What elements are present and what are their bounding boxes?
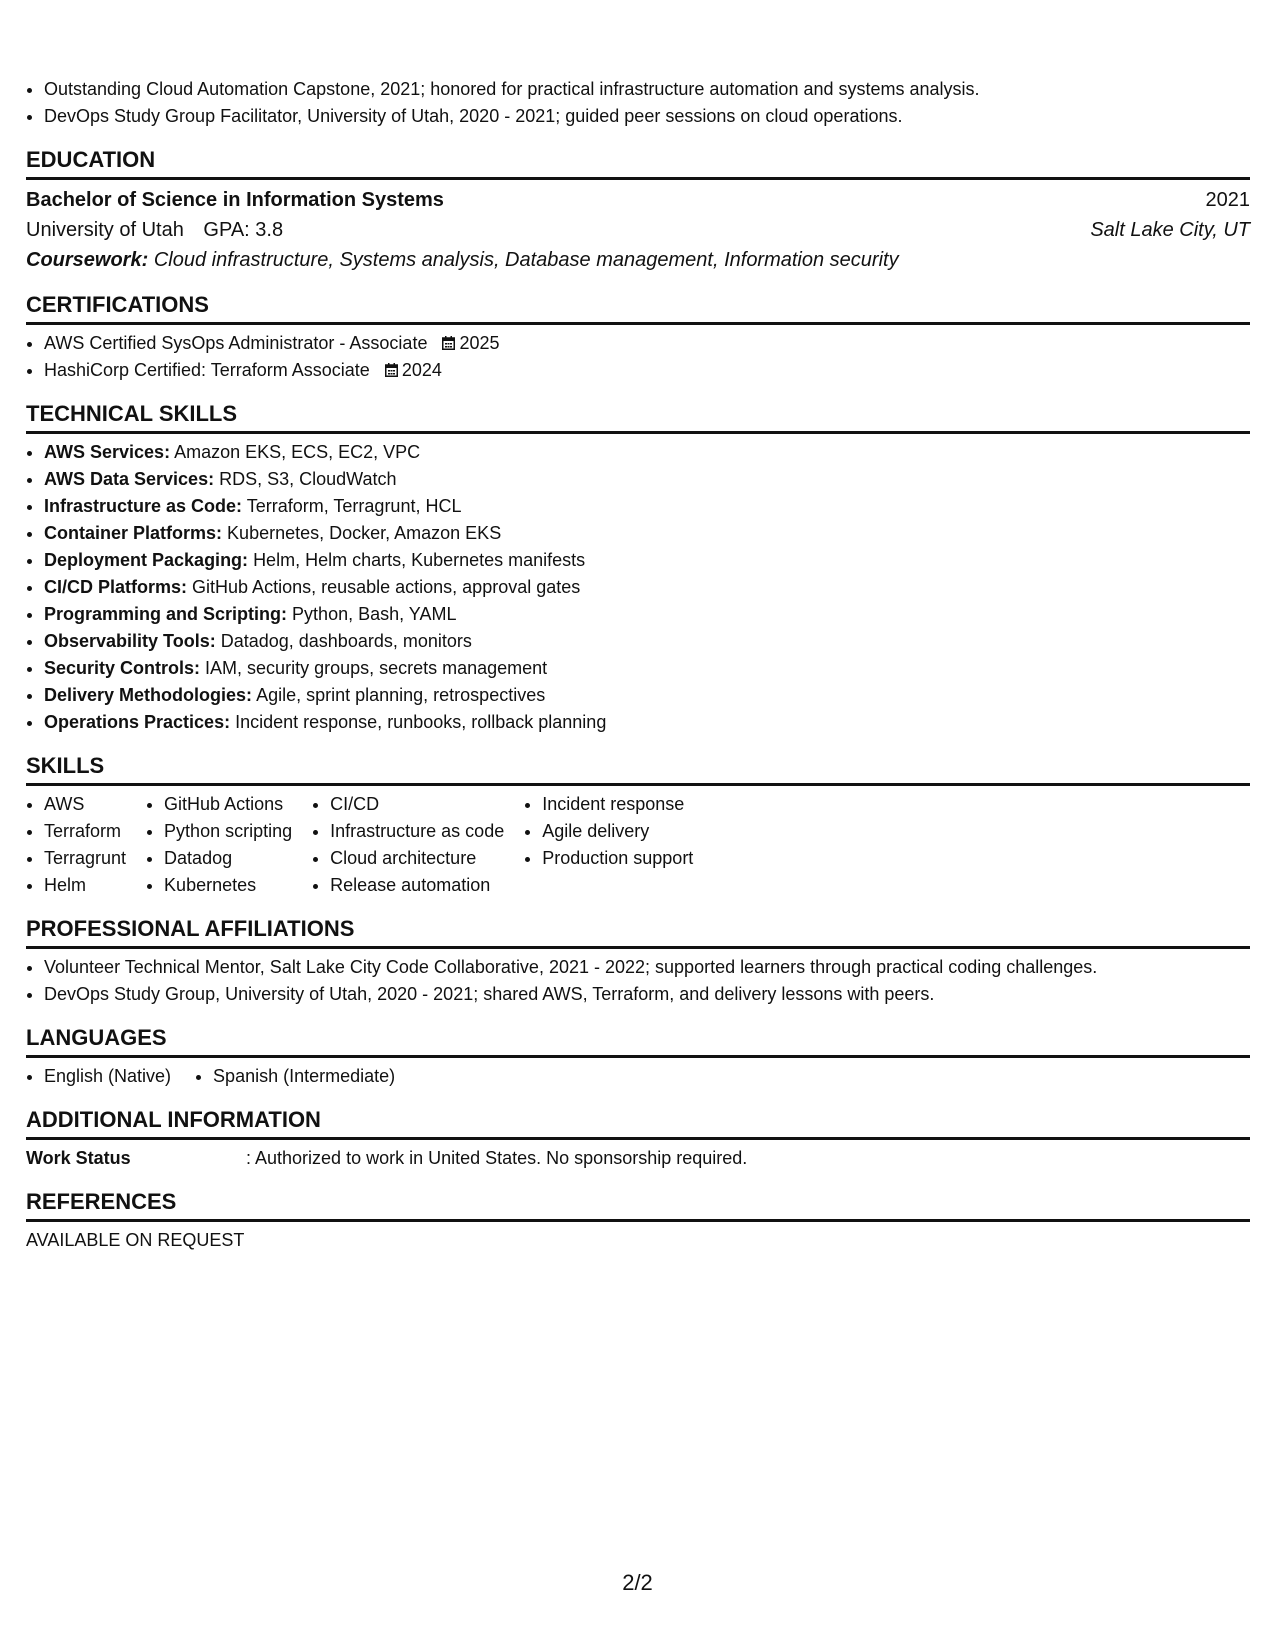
list-item: • AWS: [44, 791, 126, 818]
skills-column: [312, 791, 504, 899]
list-item: [44, 330, 1250, 357]
list-item: • Outstanding Cloud Automation Capstone, 2021; honored for practical infrastructure automation and systems analysis.: [44, 76, 1250, 103]
university-name: University of Utah: [26, 219, 184, 241]
section-heading: LANGUAGES: [26, 1024, 1250, 1058]
skill-category: Security Controls:: [44, 658, 201, 678]
list-item: • Cloud architecture: [330, 845, 504, 872]
references-section: [26, 1188, 1250, 1254]
education-section: [26, 146, 1250, 275]
skill-category: Deployment Packaging:: [44, 550, 249, 570]
skill-values: Amazon EKS, ECS, EC2, VPC: [174, 442, 421, 462]
skill-values: Agile, sprint planning, retrospectives: [256, 685, 546, 705]
skill-category: Infrastructure as Code:: [44, 496, 243, 516]
coursework-text: Cloud infrastructure, Systems analysis, Database management, Information security: [153, 249, 899, 271]
awards-list: [26, 76, 1250, 130]
list-item: [44, 547, 1250, 574]
technical-skills-section: [26, 400, 1250, 736]
skills-grid: [26, 791, 1250, 899]
skills-column: [524, 791, 693, 899]
skill-values: Datadog, dashboards, monitors: [220, 631, 472, 651]
list-item: [44, 439, 1250, 466]
list-item: • Spanish (Intermediate): [213, 1063, 395, 1090]
skill-category: Container Platforms:: [44, 523, 223, 543]
skills-column: [26, 791, 126, 899]
skill-values: RDS, S3, CloudWatch: [219, 469, 397, 489]
skill-values: Incident response, runbooks, rollback planning: [235, 712, 607, 732]
list-item: • Release automation: [330, 872, 504, 899]
section-heading: ADDITIONAL INFORMATION: [26, 1106, 1250, 1140]
list-item: [44, 628, 1250, 655]
list-item: • Terraform: [44, 818, 126, 845]
technical-skills-list: [26, 439, 1250, 736]
list-item: • Agile delivery: [542, 818, 693, 845]
skills-section: [26, 752, 1250, 899]
list-item: [44, 520, 1250, 547]
certification-year: 2025: [459, 333, 500, 353]
section-heading: CERTIFICATIONS: [26, 291, 1250, 325]
list-item: • Datadog: [164, 845, 292, 872]
certification-name: HashiCorp Certified: Terraform Associate: [44, 360, 370, 380]
section-heading: PROFESSIONAL AFFILIATIONS: [26, 915, 1250, 949]
affiliations-section: [26, 915, 1250, 1008]
calendar-icon: [442, 336, 455, 350]
languages-section: [26, 1024, 1250, 1090]
page-number: 2/2: [622, 1570, 653, 1595]
certifications-list: [26, 330, 1250, 384]
list-item: • Terragrunt: [44, 845, 126, 872]
list-item: [44, 709, 1250, 736]
list-item: [44, 682, 1250, 709]
skill-category: CI/CD Platforms:: [44, 577, 188, 597]
list-item: • CI/CD: [330, 791, 504, 818]
references-text: AVAILABLE ON REQUEST: [26, 1230, 245, 1250]
section-heading: SKILLS: [26, 752, 1250, 786]
graduation-year: 2021: [1205, 189, 1250, 211]
degree-title: Bachelor of Science in Information Systems: [26, 189, 444, 211]
certification-name: AWS Certified SysOps Administrator - Associate: [44, 333, 428, 353]
list-item: [44, 493, 1250, 520]
education-location: Salt Lake City, UT: [1090, 219, 1250, 241]
skill-category: Programming and Scripting:: [44, 604, 288, 624]
list-item: • Volunteer Technical Mentor, Salt Lake City Code Collaborative, 2021 - 2022; supported learners through practical coding challenges.: [44, 954, 1250, 981]
list-item: • Infrastructure as code: [330, 818, 504, 845]
work-status-label: Work Status: [26, 1148, 131, 1168]
resume-page: [26, 76, 1250, 1254]
section-heading: EDUCATION: [26, 146, 1250, 180]
skills-column: [146, 791, 292, 899]
list-item: • Helm: [44, 872, 126, 899]
skill-values: Python, Bash, YAML: [292, 604, 457, 624]
coursework: [26, 245, 1250, 275]
certifications-section: [26, 291, 1250, 384]
skill-values: GitHub Actions, reusable actions, approval gates: [192, 577, 581, 597]
list-item: [44, 574, 1250, 601]
skill-category: Delivery Methodologies:: [44, 685, 253, 705]
list-item: • English (Native): [44, 1063, 171, 1090]
list-item: • Incident response: [542, 791, 693, 818]
list-item: [44, 466, 1250, 493]
certification-year: 2024: [401, 360, 442, 380]
calendar-icon: [385, 363, 398, 377]
skill-category: AWS Services:: [44, 442, 171, 462]
list-item: • DevOps Study Group, University of Utah, 2020 - 2021; shared AWS, Terraform, and delivery lessons with peers.: [44, 981, 1250, 1008]
gpa: GPA: 3.8: [203, 219, 284, 241]
skill-values: IAM, security groups, secrets management: [205, 658, 548, 678]
section-heading: REFERENCES: [26, 1188, 1250, 1222]
work-status-row: [26, 1145, 1250, 1172]
skill-category: Observability Tools:: [44, 631, 216, 651]
list-item: • Python scripting: [164, 818, 292, 845]
skill-values: Kubernetes, Docker, Amazon EKS: [227, 523, 502, 543]
languages-list: [26, 1063, 1250, 1090]
list-item: • Production support: [542, 845, 693, 872]
list-item: [44, 601, 1250, 628]
coursework-label: Coursework:: [26, 249, 149, 271]
skill-category: Operations Practices:: [44, 712, 231, 732]
skill-category: AWS Data Services:: [44, 469, 215, 489]
skill-values: Helm, Helm charts, Kubernetes manifests: [253, 550, 586, 570]
additional-information-section: [26, 1106, 1250, 1172]
affiliations-list: [26, 954, 1250, 1008]
list-item: • GitHub Actions: [164, 791, 292, 818]
skill-values: Terraform, Terragrunt, HCL: [246, 496, 462, 516]
list-item: • Kubernetes: [164, 872, 292, 899]
list-item: • DevOps Study Group Facilitator, University of Utah, 2020 - 2021; guided peer sessions on cloud operations.: [44, 103, 1250, 130]
work-status-value: : Authorized to work in United States. No sponsorship required.: [246, 1148, 748, 1168]
list-item: [44, 655, 1250, 682]
section-heading: TECHNICAL SKILLS: [26, 400, 1250, 434]
list-item: [44, 357, 1250, 384]
